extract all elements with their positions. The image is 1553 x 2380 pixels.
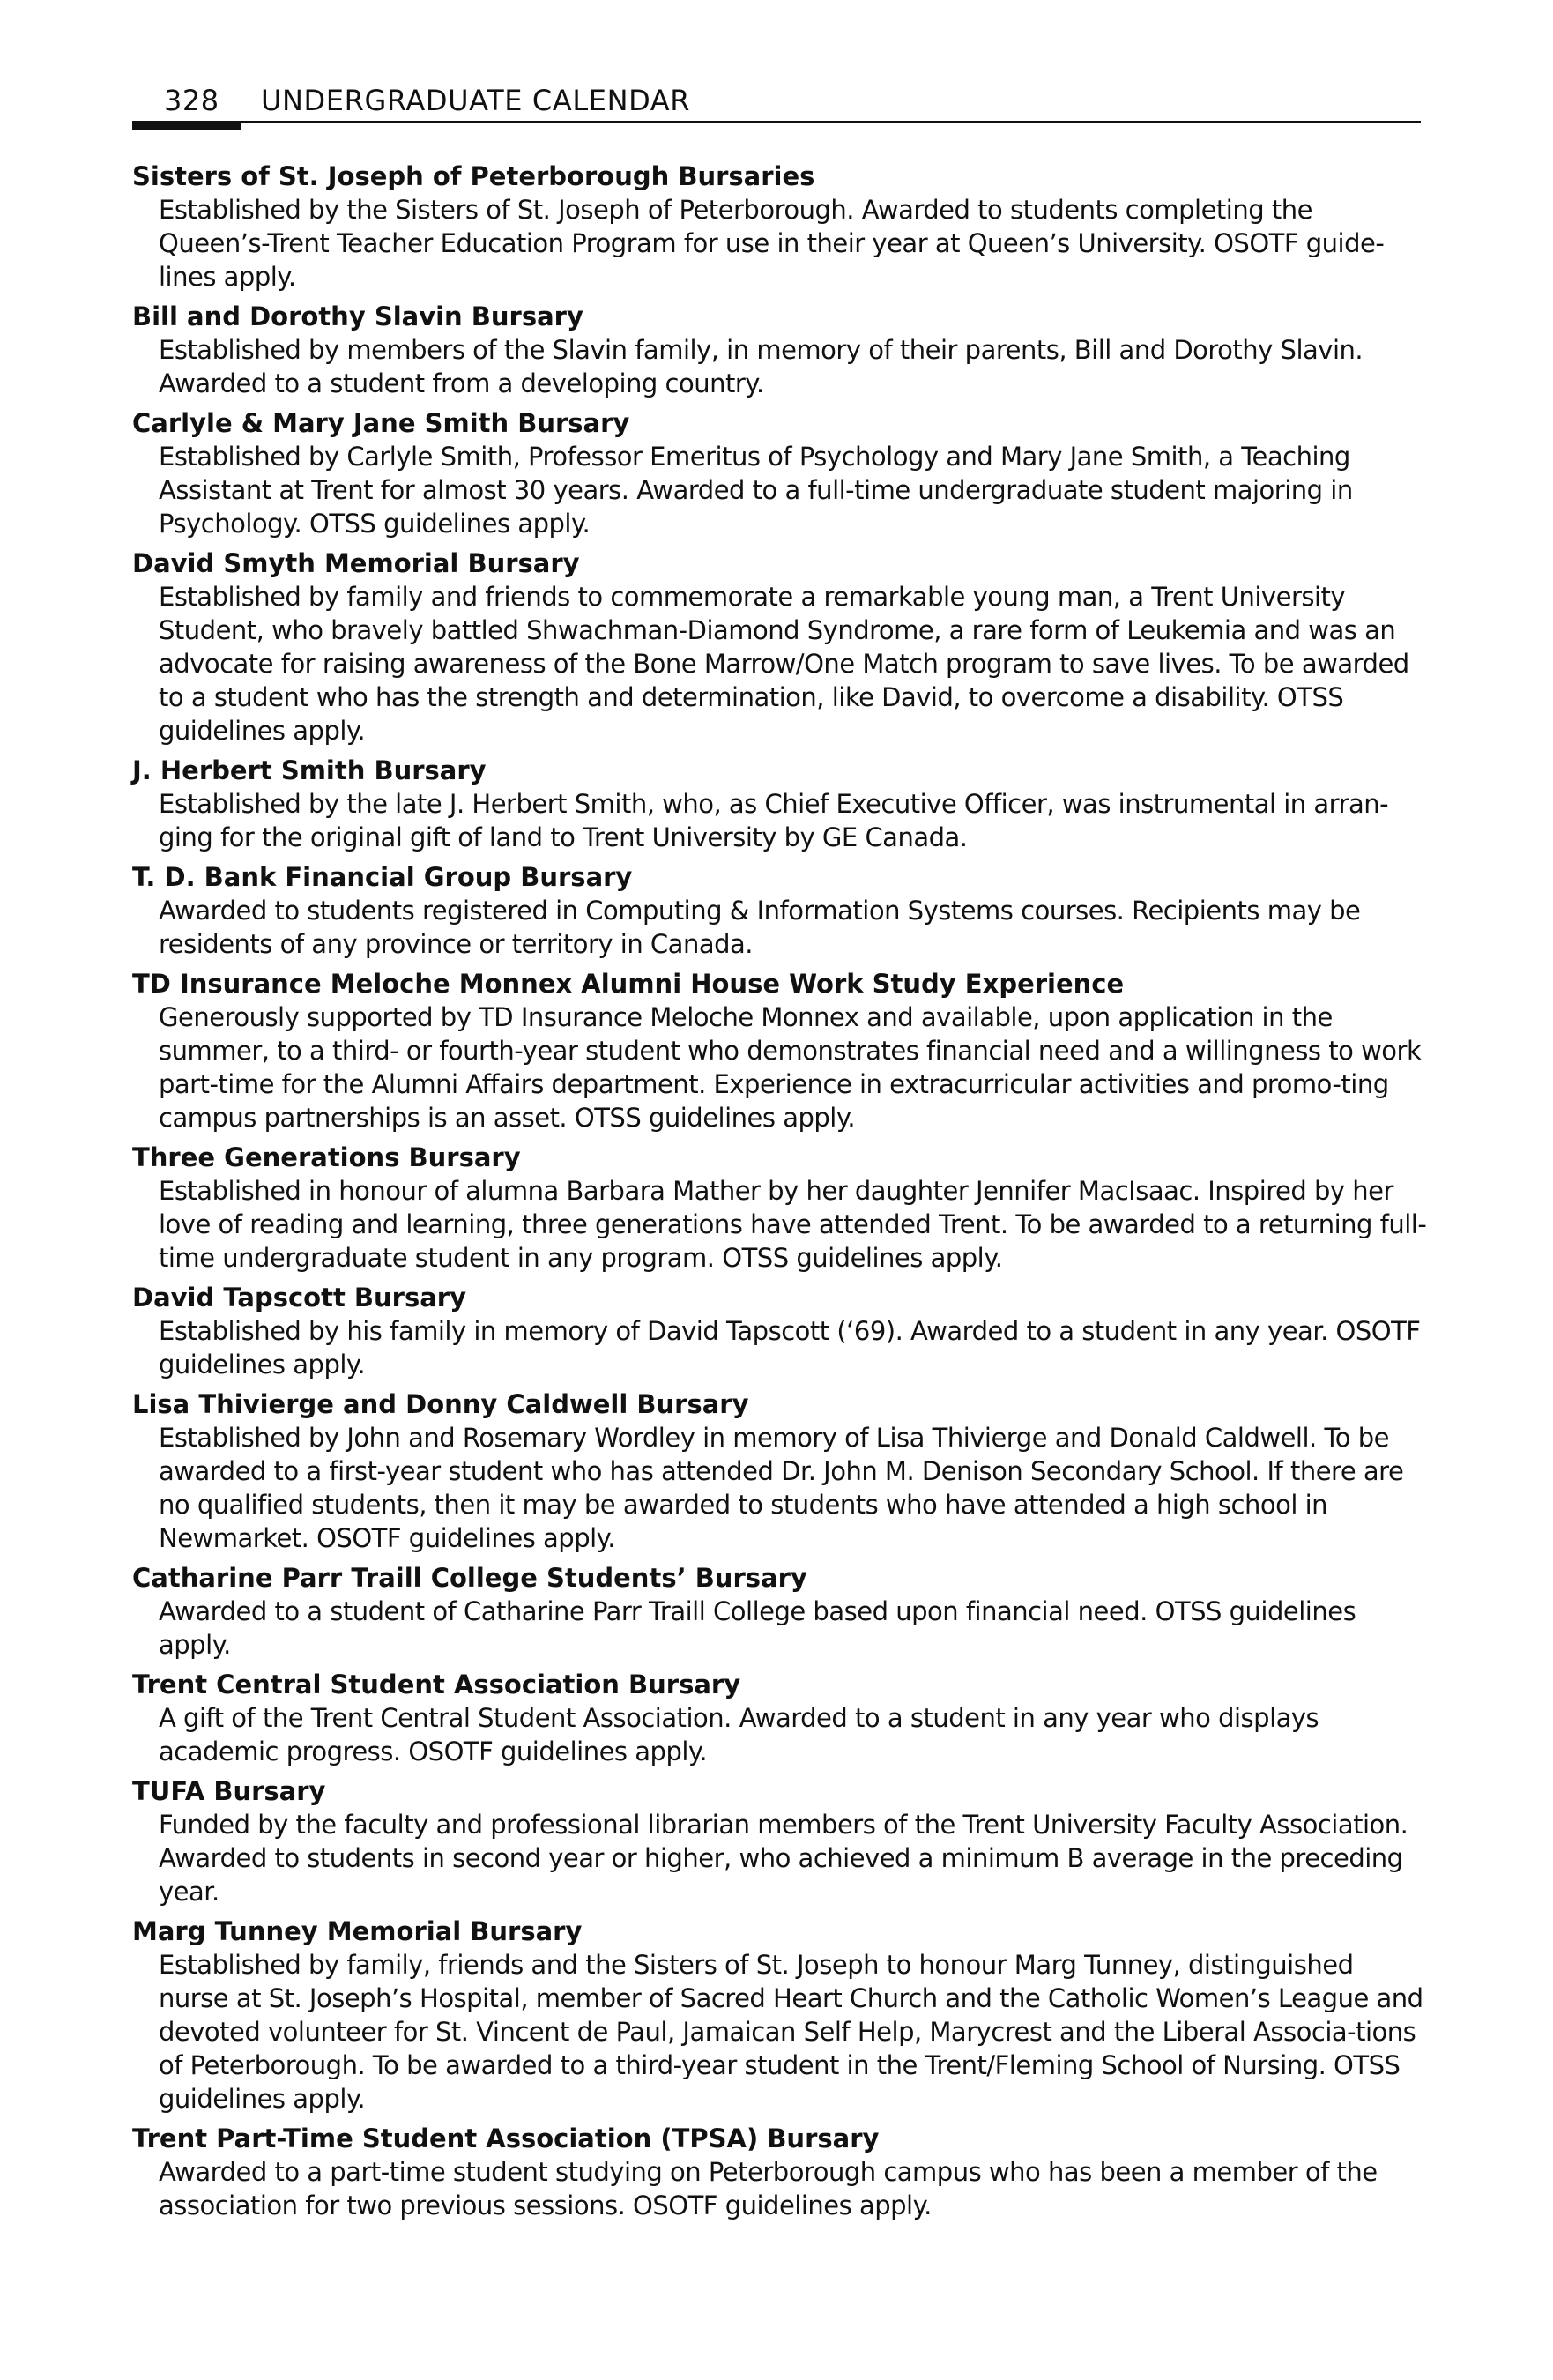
bursary-description: Established by the late J. Herbert Smith, who, as Chief Executive Officer, was instrumental in arran-ging for the original gift of land to Trent University by GE Canada. <box>159 789 1389 852</box>
bursary-list <box>132 160 1428 2228</box>
bursary-description: Generously supported by TD Insurance Meloche Monnex and available, upon application in the summer, to a third- or fourth-year student who demonstrates financial need and a willingness to work part-time for the Alumni Affairs department. Experience in extracurricular activities and promo-ting campus partnerships is an asset. OTSS guidelines apply. <box>159 1002 1422 1133</box>
bursary-description: Established by the Sisters of St. Joseph of Peterborough. Awarded to students completing the Queen’s-Trent Teacher Education Program for use in their year at Queen’s University. OSOTF guide-lines apply. <box>159 195 1385 292</box>
running-head <box>132 81 1421 125</box>
running-title: UNDERGRADUATE CALENDAR <box>261 84 691 117</box>
bursary-description: Established by Carlyle Smith, Professor Emeritus of Psychology and Mary Jane Smith, a Teaching Assistant at Trent for almost 30 years. Awarded to a full-time undergraduate student majoring in Psychology. OTSS guidelines apply. <box>159 442 1353 539</box>
bursary-entry <box>132 1281 1428 1381</box>
bursary-entry <box>132 1387 1428 1555</box>
header-rule-block <box>132 121 241 130</box>
bursary-title: Lisa Thivierge and Donny Caldwell Bursary <box>132 1389 749 1419</box>
bursary-title: Carlyle & Mary Jane Smith Bursary <box>132 408 630 438</box>
bursary-description: Established by his family in memory of David Tapscott (‘69). Awarded to a student in any year. OSOTF guidelines apply. <box>159 1316 1421 1380</box>
bursary-entry <box>132 1915 1428 2116</box>
bursary-entry <box>132 1141 1428 1275</box>
bursary-description: Established by members of the Slavin family, in memory of their parents, Bill and Dorothy Slavin. Awarded to a student from a developing country. <box>159 335 1364 398</box>
bursary-entry <box>132 160 1428 294</box>
bursary-title: David Tapscott Bursary <box>132 1283 466 1313</box>
bursary-title: TD Insurance Meloche Monnex Alumni House Work Study Experience <box>132 969 1125 999</box>
bursary-title: TUFA Bursary <box>132 1776 326 1806</box>
bursary-title: David Smyth Memorial Bursary <box>132 548 580 578</box>
bursary-entry <box>132 1774 1428 1908</box>
page-number: 328 <box>164 84 219 117</box>
bursary-entry <box>132 547 1428 747</box>
bursary-description: Awarded to a part-time student studying on Peterborough campus who has been a member of the association for two previous sessions. OSOTF guidelines apply. <box>159 2157 1378 2220</box>
bursary-description: Established by family, friends and the Sisters of St. Joseph to honour Marg Tunney, distinguished nurse at St. Joseph’s Hospital, member of Sacred Heart Church and the Catholic Women’s League and devoted volunteer for St. Vincent de Paul, Jamaican Self Help, Marycrest and the Liberal Associa-tions of Peterborough. To be awarded to a third-year student in the Trent/Fleming School of Nursing. OTSS guidelines apply. <box>159 1950 1423 2114</box>
bursary-description: A gift of the Trent Central Student Association. Awarded to a student in any year who displays academic progress. OSOTF guidelines apply. <box>159 1703 1319 1766</box>
bursary-description: Established by family and friends to commemorate a remarkable young man, a Trent University Student, who bravely battled Shwachman-Diamond Syndrome, a rare form of Leukemia and was an advocate for raising awareness of the Bone Marrow/One Match program to save lives. To be awarded to a student who has the strength and determination, like David, to overcome a disability. OTSS guidelines apply. <box>159 582 1409 746</box>
bursary-entry <box>132 754 1428 854</box>
bursary-title: Trent Central Student Association Bursary <box>132 1670 741 1699</box>
bursary-title: Marg Tunney Memorial Bursary <box>132 1916 583 1946</box>
bursary-title: Three Generations Bursary <box>132 1142 521 1172</box>
bursary-entry <box>132 1561 1428 1662</box>
bursary-title: Catharine Parr Traill College Students’ Bursary <box>132 1563 807 1593</box>
bursary-description: Awarded to a student of Catharine Parr Traill College based upon financial need. OTSS guidelines apply. <box>159 1596 1356 1660</box>
bursary-description: Established by John and Rosemary Wordley in memory of Lisa Thivierge and Donald Caldwell. To be awarded to a first-year student who has attended Dr. John M. Denison Secondary School. If there are no qualified students, then it may be awarded to students who have attended a high school in Newmarket. OSOTF guidelines apply. <box>159 1423 1404 1553</box>
bursary-entry <box>132 2122 1428 2222</box>
bursary-description: Funded by the faculty and professional librarian members of the Trent University Faculty Association. Awarded to students in second year or higher, who achieved a minimum B average in the preceding year. <box>159 1810 1408 1907</box>
bursary-entry <box>132 406 1428 540</box>
bursary-entry <box>132 300 1428 400</box>
bursary-title: Sisters of St. Joseph of Peterborough Bursaries <box>132 161 815 191</box>
bursary-title: T. D. Bank Financial Group Bursary <box>132 862 633 892</box>
header-rule <box>132 121 1421 123</box>
bursary-title: Bill and Dorothy Slavin Bursary <box>132 301 583 331</box>
bursary-entry <box>132 967 1428 1134</box>
bursary-entry <box>132 860 1428 961</box>
bursary-description: Awarded to students registered in Computing & Information Systems courses. Recipients may be residents of any province or territory in Canada. <box>159 896 1361 959</box>
bursary-entry <box>132 1668 1428 1768</box>
bursary-title: J. Herbert Smith Bursary <box>132 755 487 785</box>
bursary-title: Trent Part-Time Student Association (TPSA) Bursary <box>132 2123 880 2153</box>
bursary-description: Established in honour of alumna Barbara Mather by her daughter Jennifer MacIsaac. Inspired by her love of reading and learning, three generations have attended Trent. To be awarded to a returning full-time undergraduate student in any program. OTSS guidelines apply. <box>159 1176 1427 1273</box>
